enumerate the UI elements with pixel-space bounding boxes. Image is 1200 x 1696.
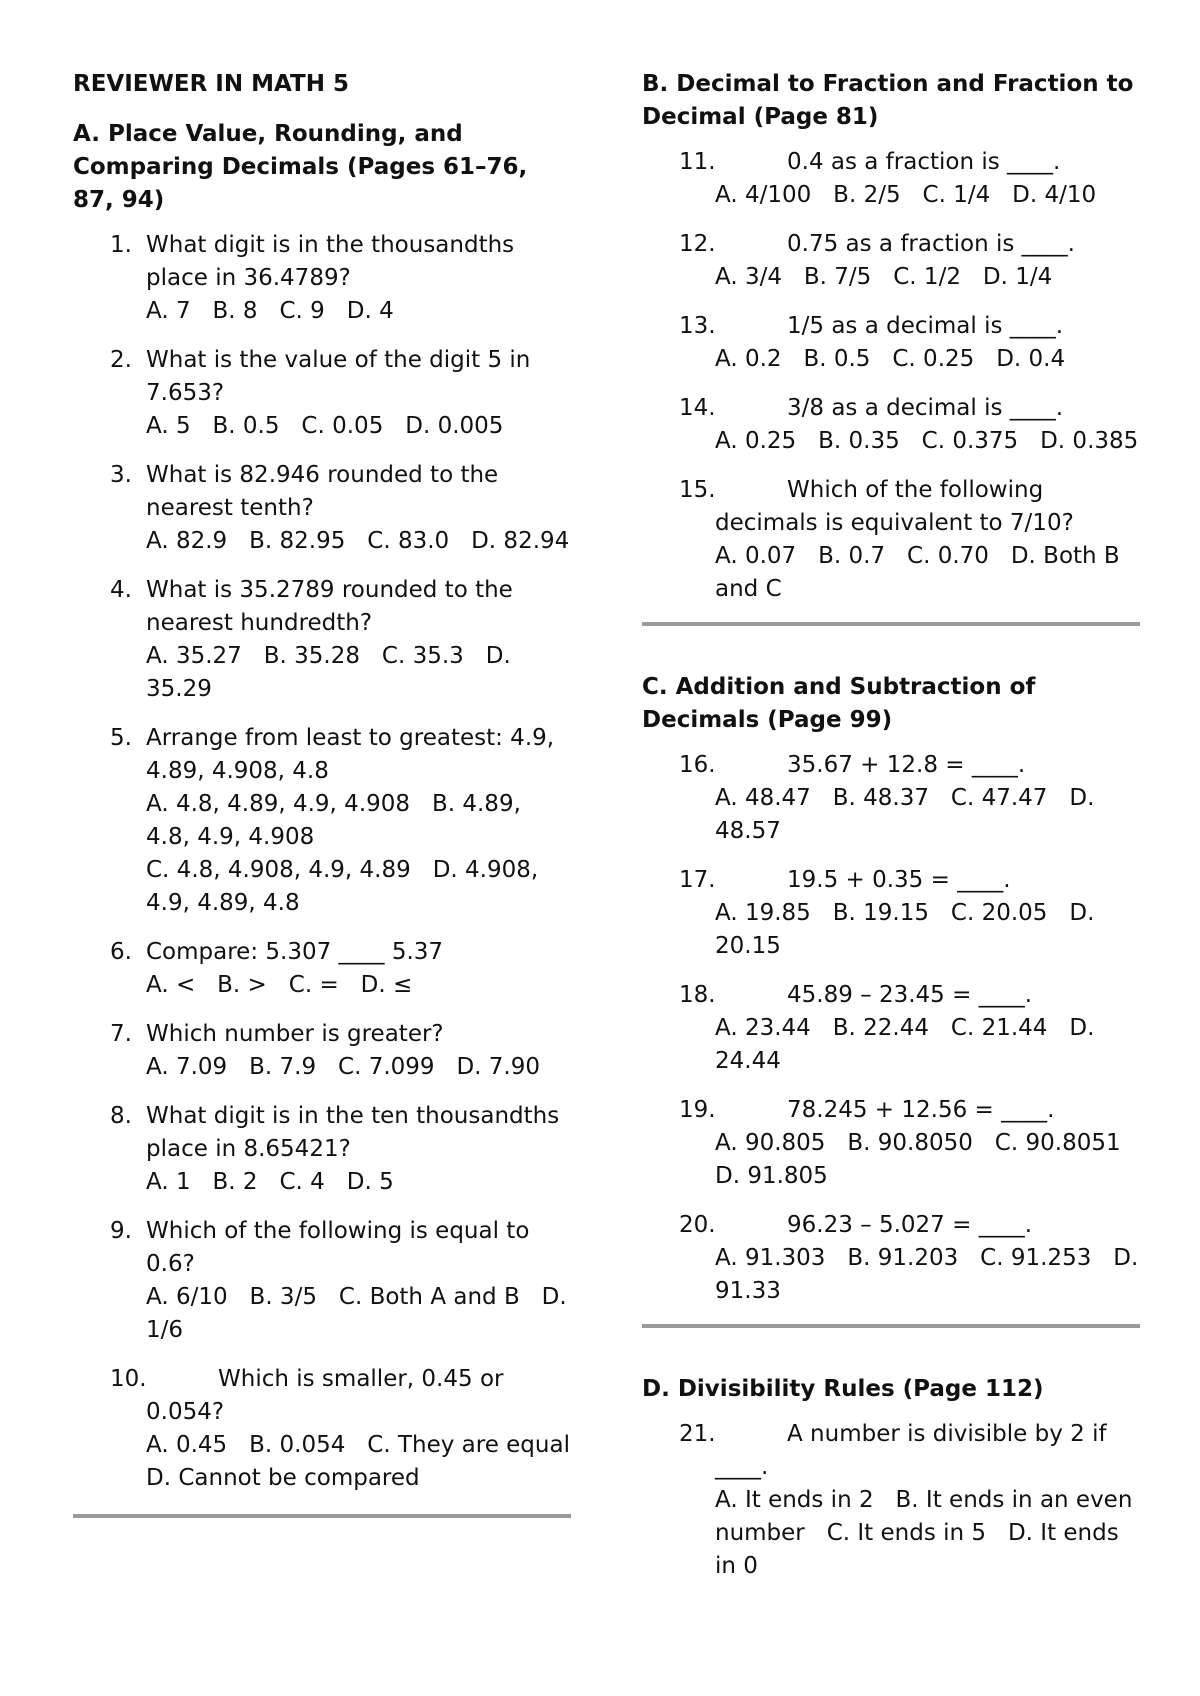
section-title: D. Divisibility Rules (Page 112): [642, 1376, 1044, 1402]
answer-choices: A. 0.07 B. 0.7 C. 0.70 D. Both B and C: [715, 543, 1128, 602]
section-a: [73, 118, 592, 1495]
question-number: 3.: [110, 462, 132, 488]
question-item: [642, 474, 1140, 606]
answer-choices: A. 23.44 B. 22.44 C. 21.44 D. 24.44: [715, 1015, 1102, 1074]
question-text: A number is divisible by 2 if ____.: [715, 1421, 1107, 1480]
question-text: 0.75 as a fraction is ____.: [787, 231, 1075, 257]
question-text: What digit is in the ten thousandths place in 8.65421?: [146, 1103, 560, 1162]
question-item: [73, 1100, 571, 1199]
answer-choices: A. 35.27 B. 35.28 C. 35.3 D. 35.29: [146, 643, 519, 702]
question-item: [642, 392, 1140, 458]
section-title: B. Decimal to Fraction and Fraction to Decimal (Page 81): [642, 71, 1134, 130]
question-number: 19.: [679, 1097, 716, 1123]
answer-choices: A. 0.45 B. 0.054 C. They are equal D. Cannot be compared: [146, 1432, 592, 1491]
question-item: [73, 229, 571, 328]
question-text: Which is smaller, 0.45 or 0.054?: [146, 1366, 504, 1425]
question-text: Which of the following is equal to 0.6?: [146, 1218, 530, 1277]
question-number: 17.: [679, 867, 716, 893]
question-item: [73, 722, 571, 920]
question-number: 10.: [110, 1366, 147, 1392]
question-number: 7.: [110, 1021, 132, 1047]
question-text: Arrange from least to greatest: 4.9, 4.89, 4.908, 4.8: [146, 725, 555, 784]
question-number: 5.: [110, 725, 132, 751]
question-text: 78.245 + 12.56 = ____.: [787, 1097, 1055, 1123]
document-title: REVIEWER IN MATH 5: [73, 71, 349, 97]
question-text: What is the value of the digit 5 in 7.653?: [146, 347, 531, 406]
question-text: 3/8 as a decimal is ____.: [787, 395, 1064, 421]
question-item: [73, 574, 571, 706]
question-list: [642, 749, 1146, 1308]
question-number: 13.: [679, 313, 716, 339]
question-item: [642, 979, 1140, 1078]
question-number: 15.: [679, 477, 716, 503]
answer-choices: A. 48.47 B. 48.37 C. 47.47 D. 48.57: [715, 785, 1102, 844]
answer-choices: A. 5 B. 0.5 C. 0.05 D. 0.005: [146, 413, 504, 439]
question-item: [642, 1209, 1146, 1308]
answer-choices: A. It ends in 2 B. It ends in an even number C. It ends in 5 D. It ends in 0: [715, 1487, 1140, 1579]
answer-choices: A. < B. > C. = D. ≤: [146, 972, 413, 998]
question-number: 8.: [110, 1103, 132, 1129]
question-number: 21.: [679, 1421, 716, 1447]
question-item: [73, 459, 571, 558]
question-number: 12.: [679, 231, 716, 257]
answer-choices: A. 1 B. 2 C. 4 D. 5: [146, 1169, 394, 1195]
answer-choices: A. 4.8, 4.89, 4.9, 4.908 B. 4.89, 4.8, 4.9, 4.908: [146, 791, 529, 850]
section-d: [642, 1373, 1140, 1583]
question-number: 11.: [679, 149, 716, 175]
question-number: 18.: [679, 982, 716, 1008]
section-title: A. Place Value, Rounding, and Comparing Decimals (Pages 61–76, 87, 94): [73, 121, 528, 213]
question-item: [642, 864, 1140, 963]
answer-choices: A. 90.805 B. 90.8050 C. 90.8051 D. 91.805: [715, 1130, 1143, 1189]
answer-choices: A. 82.9 B. 82.95 C. 83.0 D. 82.94: [146, 528, 570, 554]
answer-choices: A. 19.85 B. 19.15 C. 20.05 D. 20.15: [715, 900, 1102, 959]
question-item: [642, 1094, 1143, 1193]
answer-choices: A. 6/10 B. 3/5 C. Both A and B D. 1/6: [146, 1284, 574, 1343]
question-text: Compare: 5.307 ____ 5.37: [146, 939, 444, 965]
section-b: [642, 68, 1140, 606]
question-item: [642, 1418, 1140, 1583]
question-number: 2.: [110, 347, 132, 373]
question-text: 0.4 as a fraction is ____.: [787, 149, 1061, 175]
question-item: [642, 146, 1140, 212]
question-text: Which number is greater?: [146, 1021, 444, 1047]
question-item: [73, 1215, 574, 1347]
question-list: [73, 229, 592, 1495]
section-title: C. Addition and Subtraction of Decimals (Page 99): [642, 674, 1036, 733]
answer-choices: A. 4/100 B. 2/5 C. 1/4 D. 4/10: [715, 182, 1097, 208]
question-number: 16.: [679, 752, 716, 778]
question-number: 9.: [110, 1218, 132, 1244]
question-text: 35.67 + 12.8 = ____.: [787, 752, 1026, 778]
question-text: What is 35.2789 rounded to the nearest hundredth?: [146, 577, 513, 636]
question-text: What is 82.946 rounded to the nearest tenth?: [146, 462, 499, 521]
question-item: [642, 749, 1140, 848]
answer-choices: A. 0.25 B. 0.35 C. 0.375 D. 0.385: [715, 428, 1139, 454]
right-column: [642, 68, 1146, 1599]
question-item: [73, 1363, 592, 1495]
question-number: 4.: [110, 577, 132, 603]
answer-choices: A. 7.09 B. 7.9 C. 7.099 D. 7.90: [146, 1054, 541, 1080]
answer-choices: A. 7 B. 8 C. 9 D. 4: [146, 298, 394, 324]
section-divider: [642, 622, 1140, 626]
question-text: What digit is in the thousandths place in 36.4789?: [146, 232, 515, 291]
question-item: [73, 1018, 571, 1084]
answer-choices: C. 4.8, 4.908, 4.9, 4.89 D. 4.908, 4.9, 4.89, 4.8: [146, 857, 546, 916]
answer-choices: A. 0.2 B. 0.5 C. 0.25 D. 0.4: [715, 346, 1066, 372]
section-divider: [73, 1514, 571, 1518]
question-text: Which of the following decimals is equivalent to 7/10?: [715, 477, 1074, 536]
answer-choices: A. 91.303 B. 91.203 C. 91.253 D. 91.33: [715, 1245, 1146, 1304]
question-text: 96.23 – 5.027 = ____.: [787, 1212, 1033, 1238]
answer-choices: A. 3/4 B. 7/5 C. 1/2 D. 1/4: [715, 264, 1053, 290]
question-text: 1/5 as a decimal is ____.: [787, 313, 1064, 339]
question-list: [642, 1418, 1140, 1583]
question-item: [73, 344, 571, 443]
question-number: 1.: [110, 232, 132, 258]
question-list: [642, 146, 1140, 606]
question-number: 14.: [679, 395, 716, 421]
section-divider: [642, 1324, 1140, 1328]
section-c: [642, 671, 1146, 1308]
question-text: 45.89 – 23.45 = ____.: [787, 982, 1033, 1008]
question-text: 19.5 + 0.35 = ____.: [787, 867, 1011, 893]
question-item: [642, 310, 1140, 376]
question-item: [73, 936, 571, 1002]
question-number: 6.: [110, 939, 132, 965]
question-item: [642, 228, 1140, 294]
question-number: 20.: [679, 1212, 716, 1238]
left-column: [73, 68, 592, 1518]
